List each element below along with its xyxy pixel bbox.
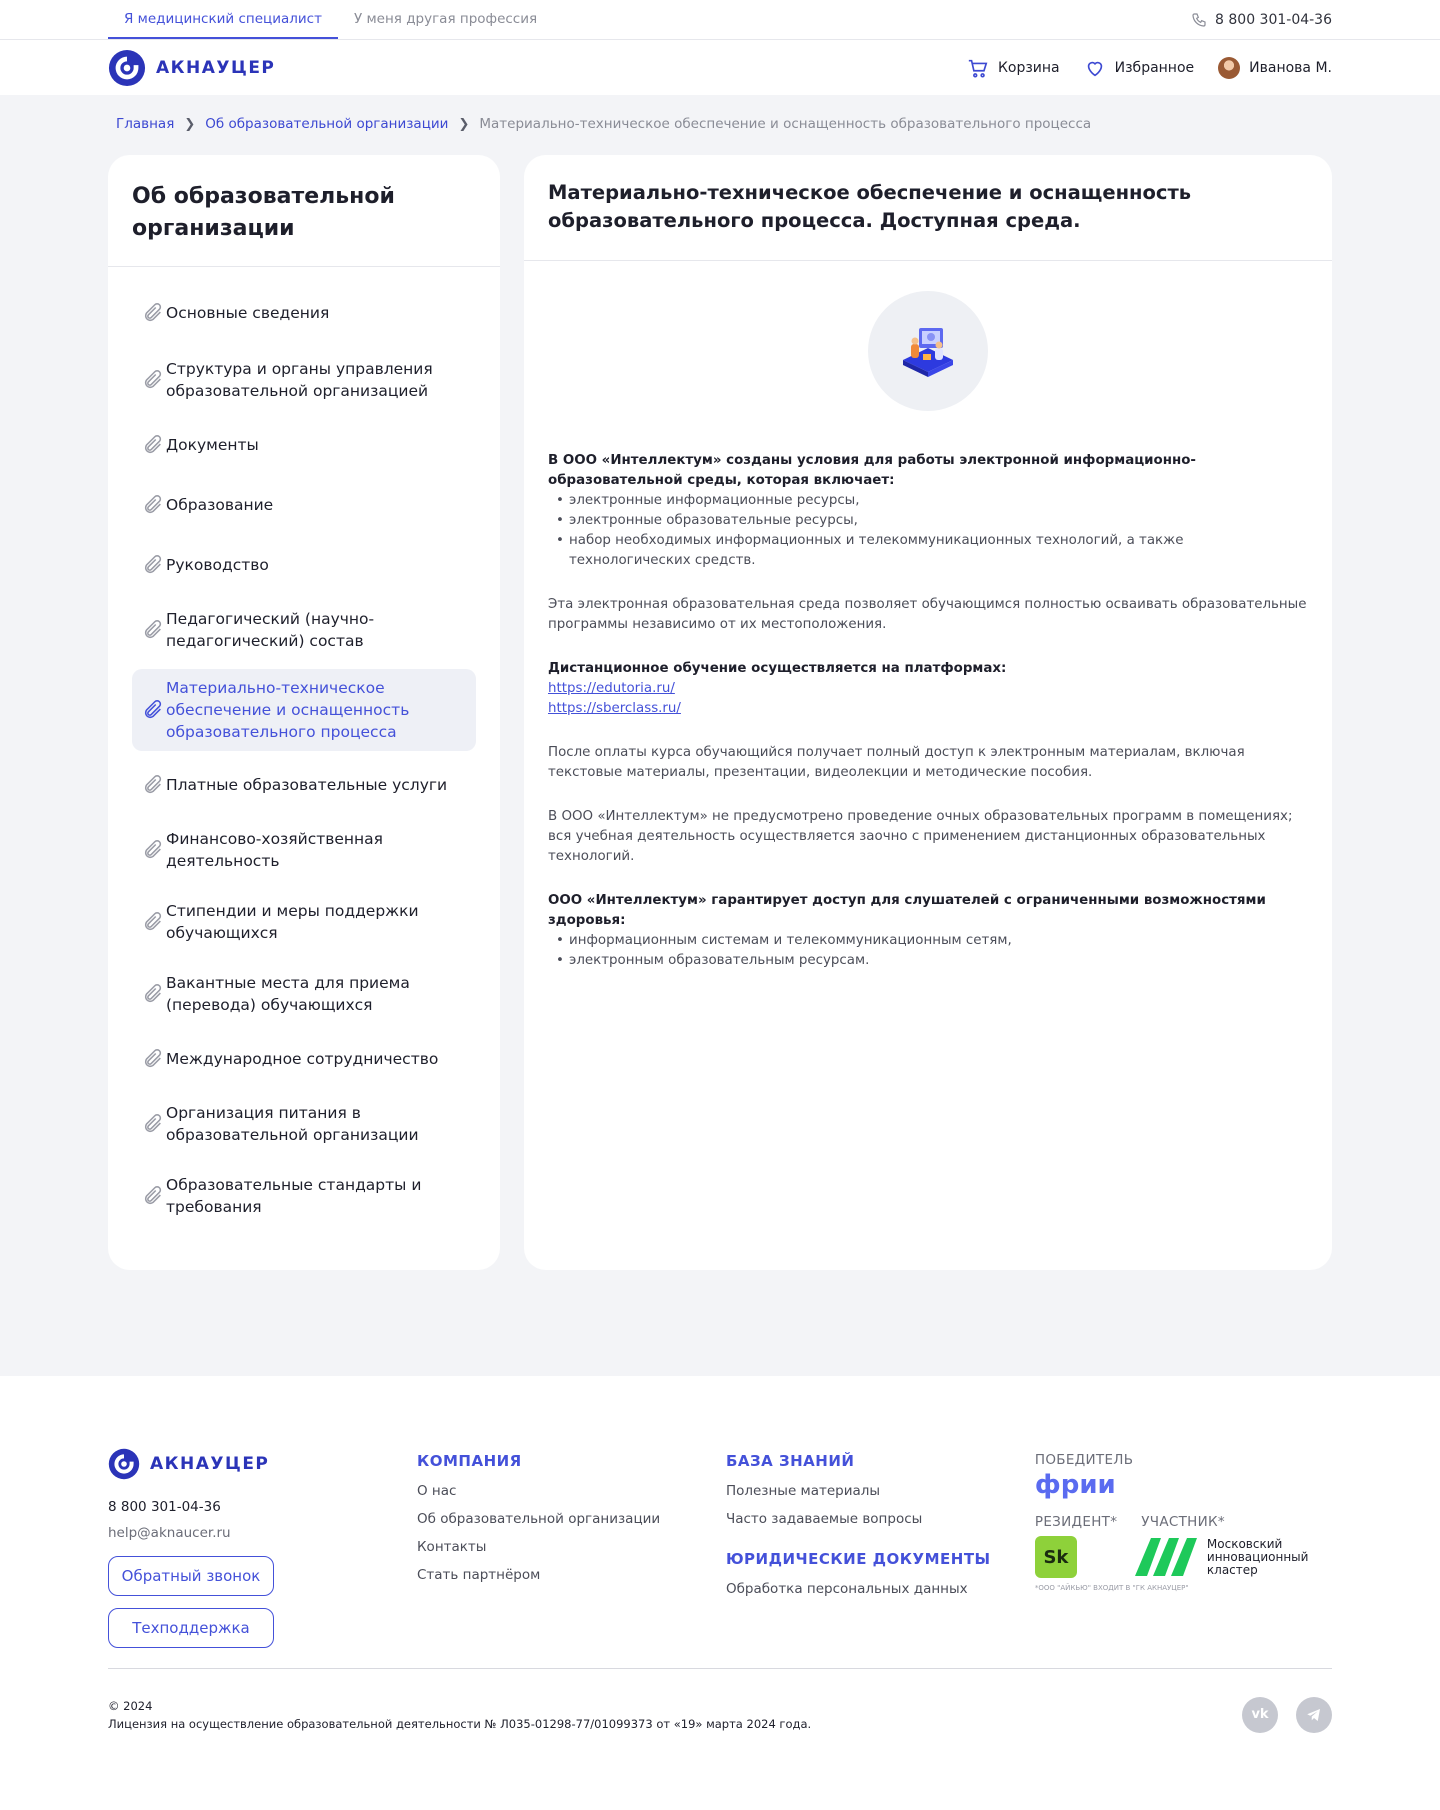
paperclip-icon (142, 1113, 164, 1135)
sidebar-item-label: Платные образовательные услуги (166, 776, 448, 794)
footer-phone[interactable]: 8 800 301-04-36 (108, 1499, 221, 1515)
sidebar-item[interactable] (132, 479, 476, 531)
cart-icon (967, 57, 989, 79)
user-menu[interactable] (1218, 57, 1332, 79)
breadcrumb (108, 95, 1332, 153)
sidebar-item-label: Стипендии и меры поддержки обучающихся (166, 902, 419, 942)
resident-label: РЕЗИДЕНТ* (1034, 1514, 1118, 1530)
license-text: Лицензия на осуществление образовательной деятельности № Л035-01298-77/01099373 от «19» марта 2024 года. (108, 1717, 812, 1731)
cart-link[interactable] (967, 57, 1060, 79)
sidebar-item[interactable] (132, 891, 476, 953)
education-illustration-icon (895, 318, 961, 384)
paperclip-icon (142, 619, 164, 641)
platforms-heading: Дистанционное обучение осуществляется на платформах: (548, 661, 1007, 676)
sidebar-item-active[interactable] (132, 669, 476, 751)
telegram-icon[interactable] (1296, 1697, 1332, 1733)
illustration (868, 291, 988, 411)
sidebar-item[interactable] (132, 287, 476, 339)
vk-icon[interactable]: vk (1242, 1697, 1278, 1733)
tab-other[interactable]: У меня другая профессия (353, 10, 538, 27)
user-name: Иванова М. (1249, 59, 1332, 76)
sidebar-item[interactable] (132, 539, 476, 591)
phone-icon (1191, 12, 1207, 28)
paperclip-icon (142, 839, 164, 861)
footer-link[interactable]: Контакты (416, 1539, 487, 1555)
sidebar-item-label: Финансово-хозяйственная деятельность (166, 830, 384, 870)
main-area (0, 95, 1440, 1376)
paperclip-icon (142, 369, 164, 391)
legal-heading: ЮРИДИЧЕСКИЕ ДОКУМЕНТЫ (725, 1550, 991, 1568)
sidebar (108, 155, 500, 1270)
sidebar-item[interactable] (132, 819, 476, 881)
favorites-label: Избранное (1114, 59, 1195, 76)
cart-label: Корзина (997, 59, 1060, 76)
footer-note: *ООО "АЙКЬЮ" ВХОДИТ В "ГК АКНАУЦЕР" (1034, 1584, 1189, 1592)
link-sberclass[interactable]: https://sberclass.ru/ (548, 701, 681, 716)
sidebar-item-label: Материально-техническое обеспечение и оснащенность образовательного процесса (166, 679, 410, 741)
chevron-right-icon: ❯ (458, 116, 470, 132)
paperclip-icon (142, 494, 164, 516)
header (0, 40, 1440, 95)
sidebar-item[interactable] (132, 1165, 476, 1227)
footer-email[interactable]: help@aknaucer.ru (108, 1525, 231, 1541)
logo-icon (108, 49, 146, 87)
support-button[interactable]: Техподдержка (108, 1608, 274, 1648)
heart-icon (1084, 57, 1106, 79)
cluster-logo-icon (1133, 1536, 1199, 1578)
footer-link[interactable]: Об образовательной организации (416, 1511, 661, 1527)
logo-text: АКНАУЦЕР (150, 1454, 270, 1474)
sidebar-item[interactable] (132, 759, 476, 811)
logo[interactable] (108, 49, 275, 87)
sidebar-item[interactable] (132, 1093, 476, 1155)
breadcrumb-home[interactable]: Главная (116, 116, 175, 132)
chevron-right-icon: ❯ (184, 116, 196, 132)
copyright: © 2024 (108, 1699, 153, 1713)
sidebar-menu (108, 267, 500, 1227)
paperclip-icon (142, 911, 164, 933)
page-title: Материально-техническое обеспечение и оснащенность образовательного процесса. Доступная среда. (524, 155, 1332, 261)
favorites-link[interactable] (1084, 57, 1195, 79)
paperclip-icon (142, 983, 164, 1005)
sidebar-item[interactable] (132, 419, 476, 471)
sidebar-item[interactable] (132, 599, 476, 661)
env-list (548, 491, 1308, 571)
winner-label: ПОБЕДИТЕЛЬ (1034, 1452, 1134, 1468)
accessibility-list (548, 931, 1308, 971)
phone-number: 8 800 301-04-36 (1215, 11, 1332, 28)
sidebar-item-label: Образовательные стандарты и требования (166, 1176, 422, 1216)
paperclip-icon (142, 434, 164, 456)
paperclip-icon (142, 554, 164, 576)
link-edutoria[interactable]: https://edutoria.ru/ (548, 681, 675, 696)
list-item: • электронные информационные ресурсы, (548, 491, 1308, 511)
frii-logo: фрии (1034, 1470, 1116, 1500)
remote-paragraph: В ООО «Интеллектум» не предусмотрено проведение очных образовательных программ в помещениях; вся учебная деятельность осуществляется заочно с применением дистанционных образовательных технологий. (548, 809, 1293, 864)
footer-link[interactable]: Часто задаваемые вопросы (725, 1511, 923, 1527)
logo-text: АКНАУЦЕР (156, 57, 276, 78)
skolkovo-logo: Sk (1035, 1536, 1077, 1578)
top-phone[interactable] (1191, 0, 1332, 39)
sidebar-item-label: Образование (166, 496, 274, 514)
sidebar-item[interactable] (132, 1033, 476, 1085)
footer-link[interactable]: Стать партнёром (416, 1567, 541, 1583)
footer-link[interactable]: Обработка персональных данных (725, 1581, 968, 1597)
list-item: • набор необходимых информационных и телекоммуникационных технологий, а также технологических средств. (548, 531, 1308, 571)
paperclip-icon (142, 1185, 164, 1207)
footer-link[interactable]: О нас (416, 1483, 457, 1499)
sidebar-title: Об образовательной организации (108, 155, 500, 267)
footer (0, 1376, 1440, 1785)
participant-label: УЧАСТНИК* (1141, 1514, 1225, 1530)
footer-link[interactable]: Полезные материалы (725, 1483, 881, 1499)
sidebar-item-label: Основные сведения (166, 304, 330, 322)
sidebar-item-label: Вакантные места для приема (перевода) обучающихся (166, 974, 410, 1014)
breadcrumb-current: Материально-техническое обеспечение и оснащенность образовательного процесса (479, 116, 1092, 132)
company-heading: КОМПАНИЯ (416, 1452, 522, 1470)
sidebar-item-label: Руководство (166, 556, 269, 574)
content-body (524, 451, 1332, 971)
paperclip-icon (142, 1048, 164, 1070)
env-intro: В ООО «Интеллектум» созданы условия для работы электронной информационно-образовательной среды, которая включает: (548, 453, 1196, 488)
paperclip-icon (142, 302, 164, 324)
kb-heading: БАЗА ЗНАНИЙ (725, 1452, 855, 1470)
list-item: • информационным системам и телекоммуникационным сетям, (548, 931, 1308, 951)
access-paragraph: После оплаты курса обучающийся получает полный доступ к электронным материалам, включая текстовые материалы, презентации, видеолекции и методические пособия. (548, 745, 1245, 780)
sidebar-item-label: Структура и органы управления образовательной организацией (166, 360, 433, 400)
sidebar-item-label: Педагогический (научно-педагогический) состав (166, 610, 375, 650)
sidebar-item[interactable] (132, 349, 476, 411)
tab-medical[interactable]: Я медицинский специалист (108, 0, 338, 39)
paperclip-icon (142, 699, 164, 721)
content-card (524, 155, 1332, 1270)
cluster-label: Московский инновационный кластер (1206, 1536, 1309, 1577)
callback-button[interactable]: Обратный звонок (108, 1556, 274, 1596)
top-bar (0, 0, 1440, 40)
env-description: Эта электронная образовательная среда позволяет обучающимся полностью осваивать образовательные программы независимо от их местоположения. (548, 597, 1307, 632)
accessibility-heading: ООО «Интеллектум» гарантирует доступ для слушателей с ограниченными возможностями здоровья: (548, 893, 1266, 928)
sidebar-item-label: Документы (166, 436, 259, 454)
footer-logo[interactable] (108, 1448, 417, 1480)
sidebar-item[interactable] (132, 963, 476, 1025)
list-item: • электронные образовательные ресурсы, (548, 511, 1308, 531)
sidebar-item-label: Международное сотрудничество (166, 1050, 439, 1068)
paperclip-icon (142, 774, 164, 796)
breadcrumb-about[interactable]: Об образовательной организации (205, 116, 449, 132)
sidebar-item-label: Организация питания в образовательной организации (166, 1104, 419, 1144)
logo-icon (108, 1448, 140, 1480)
avatar (1218, 57, 1240, 79)
list-item: • электронным образовательным ресурсам. (548, 951, 1308, 971)
